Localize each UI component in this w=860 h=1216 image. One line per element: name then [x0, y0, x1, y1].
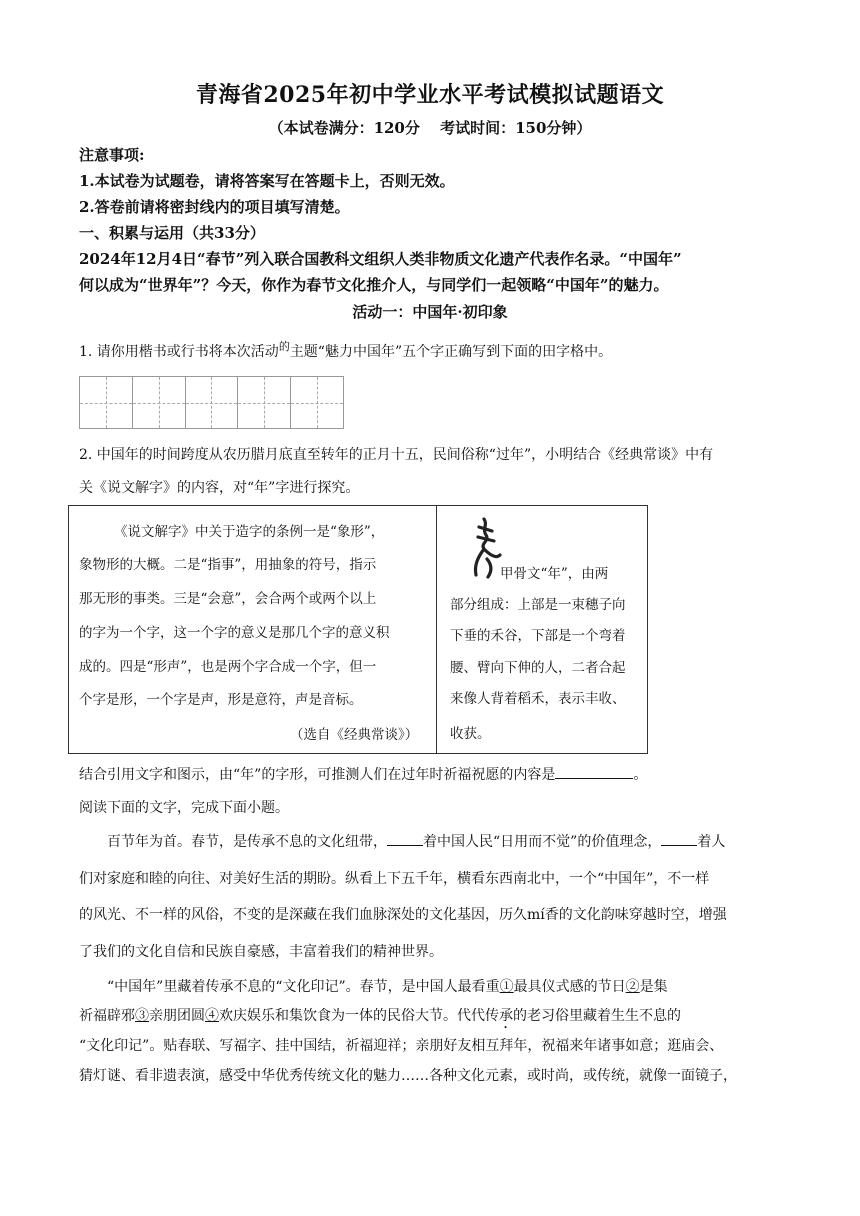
passage-text: “中国年”里藏着传承不息的“文化印记”。春节，是中国人最看重	[107, 979, 500, 995]
passage-line: 们对家庭和睦的向往、对美好生活的期盼。纵看上下五千年，横看东西南北中，一个“中国年”，不一样	[79, 871, 710, 887]
exam-info: （本试卷满分：120分 考试时间：150分钟）	[268, 119, 592, 137]
notes-heading: 注意事项:	[79, 146, 145, 164]
excerpt-right-line: 甲骨文“年”，由两	[500, 566, 609, 582]
passage-text: 祈福辟邪	[79, 1008, 135, 1024]
section-intro-line: 2024年12月4日“春节”列入联合国教科文组织人类非物质文化遗产代表作名录。“中国年”	[79, 250, 682, 268]
excerpt-left-line: 的字为一个字，这一个字的意义是那几个字的意义积	[79, 625, 390, 641]
blank-marker-2[interactable]: ②	[625, 979, 640, 995]
question-1	[79, 341, 612, 361]
reading-instruction: 阅读下面的文字，完成下面小题。	[79, 800, 289, 816]
excerpt-left-line: 那无形的事类。三是“会意”，会合两个或两个以上	[79, 591, 377, 607]
excerpt-source: （选自《经典常谈》）	[290, 727, 419, 743]
q1-small-char: 的	[278, 340, 290, 353]
passage-line: 的风光、不一样的风俗，不变的是深藏在我们血脉深处的文化基因，历久mí香的文化韵味穿越时空，增强	[79, 907, 727, 923]
q1-text-rest: 主题“魅力中国年”五个字正确写到下面的田字格中。	[289, 344, 613, 360]
excerpt-right-line: 部分组成：上部是一束穗子向	[450, 597, 626, 613]
q2-line: 2. 中国年的时间跨度从农历腊月底直至转年的正月十五，民间俗称“过年”，小明结合《经典常谈》中有	[79, 447, 714, 463]
tian-grid-answer[interactable]	[79, 376, 344, 429]
excerpt-divider	[436, 505, 437, 754]
grid-cell[interactable]	[186, 377, 239, 428]
q2-line: 关《说文解字》的内容，对“年”字进行探究。	[79, 480, 360, 496]
fill-blank[interactable]	[661, 833, 697, 846]
q2-question-text: 结合引用文字和图示，由“年”的字形，可推测人们在过年时祈福祝愿的内容是	[79, 767, 556, 783]
grid-cell[interactable]	[291, 377, 343, 428]
blank-marker-1[interactable]: ①	[499, 979, 514, 995]
grid-cell[interactable]	[80, 377, 133, 428]
passage-line: 猜灯谜、看非遗表演，感受中华优秀传统文化的魅力……各种文化元素，或时尚，或传统，就像一面镜子，	[79, 1068, 737, 1084]
excerpt-left-line: 《说文解字》中关于造字的条例一是“象形”，	[114, 524, 385, 540]
q2-question-end: 。	[633, 767, 648, 783]
excerpt-right-line: 收获。	[450, 726, 491, 742]
page-title: 青海省2025年初中学业水平考试模拟试题语文	[195, 82, 665, 108]
passage-text: 的老习俗里藏着生生不息的	[513, 1008, 681, 1024]
excerpt-left-line: 个字是形，一个字是声，形是意符，声是音标。	[79, 692, 363, 708]
activity-heading: 活动一：中国年·初印象	[352, 303, 508, 321]
passage-line: “文化印记”。贴春联、写福字、挂中国结，祈福迎祥；亲朋好友相互拜年，祝福来年诸事如意；逛庙会、	[79, 1038, 724, 1054]
blank-marker-3[interactable]: ③	[135, 1008, 149, 1024]
note-item: 1.本试卷为试题卷，请将答案写在答题卡上，否则无效。	[79, 172, 455, 190]
passage-text: 欢庆娱乐和集饮食为一体的民俗大节。代代传	[219, 1008, 499, 1024]
passage-text: 着中国人民“日用而不觉”的价值理念，	[423, 834, 662, 850]
answer-blank[interactable]	[555, 764, 633, 779]
passage-text: 是集	[639, 979, 668, 995]
excerpt-left-line: 象物形的大概。二是“指事”，用抽象的符号，指示	[79, 557, 377, 573]
passage-text: 最具仪式感的节日	[513, 979, 626, 995]
excerpt-right-line: 下垂的禾谷，下部是一个弯着	[450, 628, 626, 644]
section-intro-line: 何以成为“世界年”？今天，你作为春节文化推介人，与同学们一起领略“中国年”的魅力。	[79, 276, 669, 294]
passage-text: 亲朋团圆	[149, 1008, 205, 1024]
passage-line	[79, 1005, 681, 1032]
fill-blank[interactable]	[387, 833, 423, 846]
grid-cell[interactable]	[133, 377, 186, 428]
excerpt-right-line: 腰、臂向下伸的人，二者合起	[450, 660, 626, 676]
passage-line	[107, 831, 725, 851]
emphasized-char: 承	[499, 1008, 513, 1024]
passage-line	[107, 976, 668, 996]
passage-text: 着人	[697, 834, 726, 850]
passage-text: 百节年为首。春节，是传承不息的文化纽带，	[107, 834, 387, 850]
note-item: 2.答卷前请将密封线内的项目填写清楚。	[79, 198, 350, 216]
blank-marker-4[interactable]: ④	[205, 1008, 219, 1024]
excerpt-left-line: 成的。四是“形声”，也是两个字合成一个字，但一	[79, 659, 377, 675]
section-heading: 一、积累与运用（共33分）	[79, 224, 265, 242]
grid-cell[interactable]	[238, 377, 291, 428]
passage-line: 了我们的文化自信和民族自豪感，丰富着我们的精神世界。	[79, 944, 443, 960]
excerpt-right-line: 来像人背着稻禾，表示丰收、	[450, 691, 626, 707]
q1-text: 1. 请你用楷书或行书将本次活动	[79, 344, 279, 360]
q2-question	[79, 764, 647, 784]
